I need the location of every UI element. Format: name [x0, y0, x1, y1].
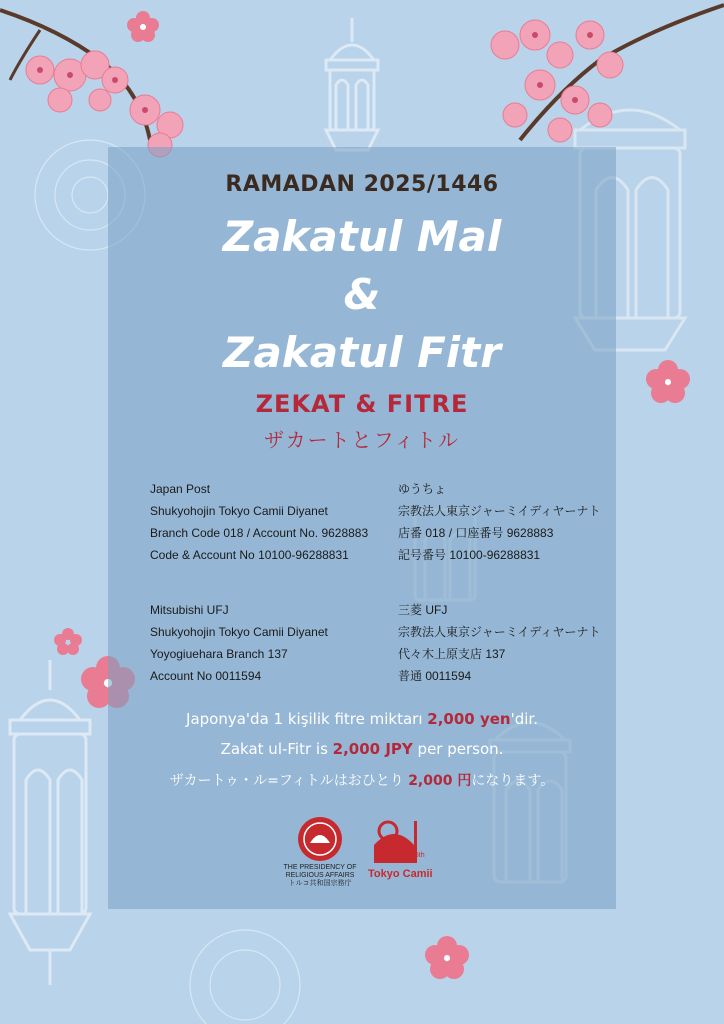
- diyanet-logo-icon: [296, 815, 344, 863]
- cherry-blossom-icon: [127, 11, 159, 42]
- bank-line: 記号番号 10100-96288831: [398, 548, 541, 562]
- bank-line: Mitsubishi UFJ: [150, 603, 229, 617]
- bank-line: Yoyogiuehara Branch 137: [150, 647, 288, 661]
- bank-line: Account No 0011594: [150, 669, 262, 683]
- subtitle-japanese: ザカートとフィトル: [264, 428, 460, 452]
- text: Japonya'da 1 kişilik fitre miktarı: [186, 710, 428, 728]
- amount-line-japanese: [108, 770, 616, 790]
- tokyo-camii-badge: 25th: [411, 852, 425, 859]
- bank-line: 普通 0011594: [398, 669, 472, 683]
- tokyo-camii-name: Tokyo Camii: [368, 868, 433, 880]
- diyanet-caption: [280, 864, 360, 888]
- bank-line: Japan Post: [150, 482, 211, 496]
- bank-line: Shukyohojin Tokyo Camii Diyanet: [150, 625, 328, 639]
- ramadan-heading: RAMADAN 2025/1446: [225, 172, 499, 197]
- caption-line: トルコ共和国宗務庁: [288, 880, 352, 888]
- lantern-icon: [10, 660, 90, 985]
- bank-mufg-jp: [398, 599, 600, 687]
- cherry-blossom-branch-icon: [0, 10, 183, 157]
- amount-line-turkish: [108, 710, 616, 728]
- text: ザカートゥ・ル=フィトルはおひとり: [169, 773, 409, 789]
- text: Zakat ul-Fitr is: [220, 740, 333, 758]
- title-ampersand: &: [343, 270, 381, 319]
- bank-line: 代々木上原支店 137: [398, 647, 506, 661]
- bank-line: 店番 018 / 口座番号 9628883: [398, 526, 554, 540]
- amount-line-english: [108, 740, 616, 758]
- bank-line: 宗教法人東京ジャーミイディヤーナト: [398, 625, 601, 639]
- bank-line: Branch Code 018 / Account No. 9628883: [150, 526, 369, 540]
- text: 'dir.: [510, 710, 538, 728]
- cherry-blossom-icon: [54, 628, 82, 655]
- bank-line: 宗教法人東京ジャーミイディヤーナト: [398, 504, 601, 518]
- bank-line: Code & Account No 10100-96288831: [150, 548, 349, 562]
- bank-line: Shukyohojin Tokyo Camii Diyanet: [150, 504, 328, 518]
- cherry-blossom-branch-icon: [491, 5, 724, 142]
- bank-japan-post-en: [150, 478, 368, 566]
- lantern-icon: [326, 18, 378, 150]
- cherry-blossom-icon: [425, 936, 469, 979]
- caption-line: RELIGIOUS AFFAIRS: [285, 872, 355, 880]
- bank-japan-post-jp: [398, 478, 600, 566]
- caption-line: THE PRESIDENCY OF: [283, 864, 357, 871]
- subtitle-turkish: ZEKAT & FITRE: [255, 390, 469, 418]
- bank-mufg-en: [150, 599, 328, 687]
- text: per person.: [412, 740, 504, 758]
- amount-highlight: 2,000 JPY: [332, 740, 413, 758]
- amount-highlight: 2,000 yen: [427, 710, 511, 728]
- cherry-blossom-icon: [646, 360, 690, 403]
- bank-line: 三菱 UFJ: [398, 603, 448, 617]
- title-zakatul-mal: Zakatul Mal: [222, 212, 502, 261]
- text: になります。: [471, 773, 555, 789]
- title-zakatul-fitr: Zakatul Fitr: [223, 328, 501, 377]
- amount-highlight: 2,000 円: [408, 773, 472, 789]
- bank-line: ゆうちょ: [398, 482, 447, 496]
